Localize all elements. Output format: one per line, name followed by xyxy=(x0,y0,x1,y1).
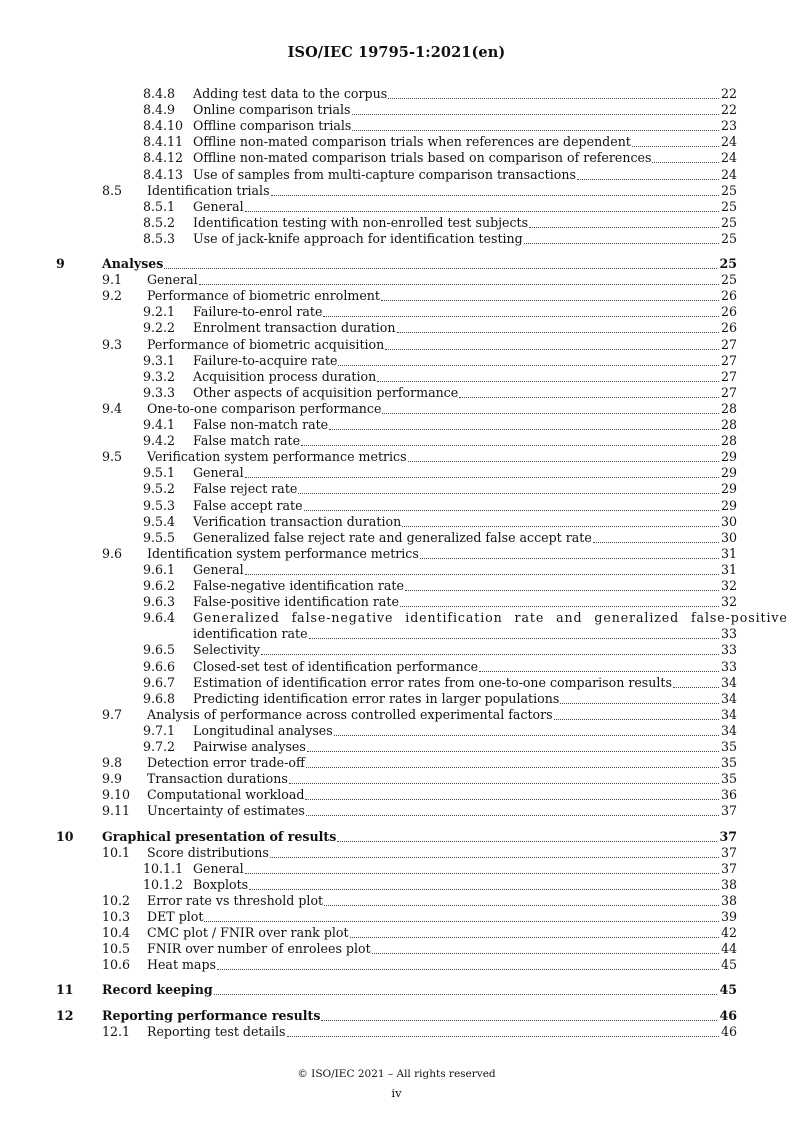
toc-dot-leader xyxy=(199,272,719,288)
toc-dot-leader xyxy=(338,353,719,369)
toc-entry-page: 46 xyxy=(719,1007,737,1023)
toc-entry-number: 12 xyxy=(56,1007,74,1023)
toc-entry-number: 9.6.3 xyxy=(143,594,176,610)
toc-entry-page: 29 xyxy=(720,481,737,497)
toc-entry-page: 38 xyxy=(720,892,737,908)
toc-dot-leader xyxy=(554,707,719,723)
toc-entry[interactable] xyxy=(0,417,793,433)
toc-dot-leader xyxy=(652,150,719,166)
toc-dot-leader xyxy=(372,941,719,957)
toc-entry-title: Offline non-mated comparison trials based on comparison of references xyxy=(193,150,652,166)
toc-entry-page: 33 xyxy=(720,642,737,658)
toc-entry-page: 45 xyxy=(720,957,737,973)
toc-entry[interactable] xyxy=(0,610,793,642)
toc-entry-number: 10.2 xyxy=(102,892,131,908)
toc-entry-number: 9.6.4 xyxy=(143,610,176,626)
toc-entry-number: 9.5.5 xyxy=(143,529,176,545)
toc-entry-page: 23 xyxy=(720,118,737,134)
toc-entry[interactable] xyxy=(0,562,793,578)
toc-dot-leader xyxy=(306,803,719,819)
toc-entry-title: Heat maps xyxy=(147,957,216,973)
toc-entry-number: 9.6.2 xyxy=(143,578,176,593)
copyright-footer: © ISO/IEC 2021 – All rights reserved xyxy=(297,1068,496,1080)
toc-entry[interactable] xyxy=(0,893,793,909)
toc-entry-page: 30 xyxy=(720,529,737,545)
toc-entry-number: 9.5.1 xyxy=(143,465,176,481)
toc-entry-number: 10.1.2 xyxy=(143,876,184,892)
toc-entry-page: 28 xyxy=(720,400,737,416)
toc-entry[interactable] xyxy=(0,957,793,973)
toc-entry[interactable] xyxy=(0,530,793,546)
toc-dot-leader xyxy=(405,578,719,594)
toc-entry[interactable] xyxy=(0,118,793,134)
toc-entry[interactable] xyxy=(0,449,793,465)
toc-entry[interactable] xyxy=(0,167,793,183)
toc-entry-page: 42 xyxy=(720,925,737,941)
toc-entry-number: 9.3.2 xyxy=(143,368,176,384)
toc-entry-number: 9.7 xyxy=(102,706,123,722)
toc-entry-number: 8.4.11 xyxy=(143,134,184,150)
toc-entry-page: 22 xyxy=(720,102,737,118)
toc-entry-page: 35 xyxy=(720,755,737,771)
toc-entry-page: 27 xyxy=(720,368,737,384)
toc-entry[interactable] xyxy=(0,385,793,401)
toc-entry-page: 45 xyxy=(719,982,737,998)
toc-dot-leader xyxy=(388,86,719,102)
toc-dot-leader xyxy=(298,481,719,497)
toc-entry-number: 8.5.3 xyxy=(143,230,176,246)
toc-entry-page: 29 xyxy=(720,449,737,465)
toc-entry[interactable] xyxy=(0,739,793,755)
toc-entry-title: Offline comparison trials xyxy=(193,118,352,134)
toc-entry-number: 11 xyxy=(56,982,74,998)
toc-entry[interactable] xyxy=(0,433,793,449)
toc-dot-leader xyxy=(307,739,719,755)
toc-entry-number: 10.4 xyxy=(102,925,131,941)
toc-dot-leader xyxy=(377,369,719,385)
toc-dot-leader xyxy=(301,433,719,449)
toc-entry[interactable] xyxy=(0,707,793,723)
toc-entry-number: 10.5 xyxy=(102,941,131,957)
toc-entry-number: 9.2 xyxy=(102,288,123,304)
toc-entry-page: 24 xyxy=(720,134,737,150)
toc-entry-page: 34 xyxy=(720,706,737,722)
toc-entry[interactable] xyxy=(0,1024,793,1040)
toc-entry[interactable] xyxy=(0,86,793,102)
toc-dot-leader xyxy=(385,337,719,353)
toc-entry-number: 8.4.10 xyxy=(143,118,184,134)
toc-entry-page: 37 xyxy=(720,803,737,819)
toc-entry[interactable] xyxy=(0,861,793,877)
toc-entry-page: 44 xyxy=(720,941,737,957)
toc-entry-number: 8.5.1 xyxy=(143,198,176,214)
toc-entry-title: Performance of biometric acquisition xyxy=(147,336,385,352)
toc-entry-title: Analyses xyxy=(102,256,164,271)
toc-dot-leader xyxy=(381,288,719,304)
toc-entry-title: Score distributions xyxy=(147,844,269,860)
toc-entry-title: Predicting identification error rates in larger populations xyxy=(193,690,560,706)
toc-entry-number: 9.7.1 xyxy=(143,722,176,738)
toc-entry-number: 10.1 xyxy=(102,844,131,860)
toc-entry-number: 10.1.1 xyxy=(143,860,184,876)
toc-entry-title: Acquisition process duration xyxy=(193,368,377,384)
toc-dot-leader xyxy=(408,449,719,465)
toc-entry-page: 37 xyxy=(719,828,737,844)
toc-entry[interactable] xyxy=(0,401,793,417)
toc-entry-title: Identification testing with non-enrolled test subjects xyxy=(193,214,529,230)
toc-entry-number: 9.3.3 xyxy=(143,384,176,400)
toc-dot-leader xyxy=(420,546,719,562)
toc-entry-title: General xyxy=(193,561,244,577)
toc-entry-number: 8.4.9 xyxy=(143,102,176,118)
toc-entry-title: Verification transaction duration xyxy=(193,513,402,529)
toc-entry[interactable] xyxy=(0,829,793,845)
toc-entry-title: False match rate xyxy=(193,433,301,449)
toc-entry-title: Selectivity xyxy=(193,642,261,658)
toc-entry[interactable] xyxy=(0,659,793,675)
toc-entry-number: 8.4.8 xyxy=(143,86,176,101)
toc-entry-page: 34 xyxy=(720,690,737,706)
toc-entry[interactable] xyxy=(0,578,793,594)
toc-entry[interactable] xyxy=(0,199,793,215)
toc-dot-leader xyxy=(306,755,719,771)
toc-dot-leader xyxy=(593,530,719,546)
toc-dot-leader xyxy=(245,861,719,877)
toc-entry-title: General xyxy=(193,465,244,481)
toc-entry[interactable] xyxy=(0,304,793,320)
toc-entry-title: Offline non-mated comparison trials when references are dependent xyxy=(193,134,631,150)
toc-entry-page: 24 xyxy=(720,166,737,182)
toc-entry[interactable] xyxy=(0,787,793,803)
toc-entry[interactable] xyxy=(0,465,793,481)
toc-entry-number: 10.6 xyxy=(102,957,131,973)
toc-entry-title: Estimation of identification error rates from one-to-one comparison results xyxy=(193,674,672,690)
toc-entry-page: 30 xyxy=(720,513,737,529)
toc-dot-leader xyxy=(529,215,719,231)
page-number: iv xyxy=(391,1086,402,1100)
toc-entry-page: 38 xyxy=(720,876,737,892)
toc-entry[interactable] xyxy=(0,771,793,787)
toc-entry-number: 10 xyxy=(56,828,74,844)
toc-entry-title: Performance of biometric enrolment xyxy=(147,288,380,304)
toc-dot-leader xyxy=(400,594,719,610)
toc-entry[interactable] xyxy=(0,369,793,385)
toc-dot-leader xyxy=(245,465,719,481)
document-header: ISO/IEC 19795-1:2021(en) xyxy=(287,44,506,61)
toc-entry-title: Generalized false-negative identification rate and generalized false-positive xyxy=(193,610,788,626)
toc-dot-leader xyxy=(334,723,719,739)
toc-entry-title: Use of jack-knife approach for identification testing xyxy=(193,230,523,246)
toc-dot-leader xyxy=(217,957,719,973)
toc-entry-page: 25 xyxy=(719,256,737,271)
toc-dot-leader xyxy=(261,642,719,658)
toc-entry-title: Boxplots xyxy=(193,876,249,892)
toc-entry-number: 8.5 xyxy=(102,182,123,198)
toc-entry-page: 27 xyxy=(720,384,737,400)
toc-entry[interactable] xyxy=(0,320,793,336)
toc-dot-leader xyxy=(214,982,717,998)
toc-entry-title: Reporting performance results xyxy=(102,1007,321,1023)
toc-entry-title: Failure-to-enrol rate xyxy=(193,304,323,320)
toc-entry[interactable] xyxy=(0,481,793,497)
toc-entry-number: 9.4.1 xyxy=(143,417,176,432)
toc-entry-title: False-negative identification rate xyxy=(193,578,404,593)
toc-entry-number: 9.2.1 xyxy=(143,304,176,320)
toc-entry[interactable] xyxy=(0,183,793,199)
toc-entry-number: 9.4.2 xyxy=(143,433,176,449)
toc-dot-leader xyxy=(352,102,719,118)
toc-entry-page: 37 xyxy=(720,844,737,860)
toc-entry-page: 25 xyxy=(720,198,737,214)
toc-entry-page: 22 xyxy=(720,86,737,101)
toc-entry[interactable] xyxy=(0,546,793,562)
toc-entry-page: 35 xyxy=(720,771,737,787)
toc-entry-number: 9.11 xyxy=(102,803,131,819)
toc-entry[interactable] xyxy=(0,514,793,530)
toc-entry-page: 26 xyxy=(720,288,737,304)
toc-entry-page: 35 xyxy=(720,739,737,754)
toc-entry-page: 28 xyxy=(720,417,737,432)
toc-entry[interactable] xyxy=(0,691,793,707)
toc-entry[interactable] xyxy=(0,982,793,998)
toc-dot-leader xyxy=(271,183,719,199)
toc-entry[interactable] xyxy=(0,941,793,957)
toc-entry-title: Enrolment transaction duration xyxy=(193,320,396,336)
toc-entry-number: 9 xyxy=(56,256,65,271)
toc-entry[interactable] xyxy=(0,909,793,925)
toc-entry-title: General xyxy=(193,198,244,214)
toc-entry-title: Uncertainty of estimates xyxy=(147,803,305,819)
toc-entry-title: Closed-set test of identification performance xyxy=(193,658,479,674)
toc-entry-number: 9.5 xyxy=(102,449,123,465)
toc-entry-page: 25 xyxy=(720,230,737,246)
toc-entry-title: General xyxy=(147,272,198,288)
toc-entry[interactable] xyxy=(0,845,793,861)
toc-entry-number: 9.6.1 xyxy=(143,561,176,577)
toc-entry-number: 9.4 xyxy=(102,400,123,416)
toc-dot-leader xyxy=(560,691,719,707)
toc-entry[interactable] xyxy=(0,498,793,514)
toc-entry[interactable] xyxy=(0,337,793,353)
toc-entry[interactable] xyxy=(0,723,793,739)
toc-dot-leader xyxy=(309,626,719,642)
toc-entry-title: Transaction durations xyxy=(147,771,288,787)
toc-entry-page: 36 xyxy=(720,787,737,803)
toc-entry-title: General xyxy=(193,860,244,876)
toc-dot-leader xyxy=(632,134,719,150)
toc-entry-number: 10.3 xyxy=(102,909,131,924)
toc-entry-number: 9.1 xyxy=(102,272,123,288)
toc-entry[interactable] xyxy=(0,877,793,893)
toc-entry-page: 24 xyxy=(720,150,737,166)
toc-entry-page: 29 xyxy=(720,497,737,513)
toc-entry-page: 25 xyxy=(720,214,737,230)
toc-dot-leader xyxy=(402,514,719,530)
toc-entry-number: 9.9 xyxy=(102,771,123,787)
toc-entry-page: 25 xyxy=(720,272,737,288)
toc-dot-leader xyxy=(289,771,719,787)
toc-entry-title: False-positive identification rate xyxy=(193,594,399,610)
toc-entry[interactable] xyxy=(0,215,793,231)
toc-entry-page: 39 xyxy=(720,909,737,924)
toc-dot-leader xyxy=(323,304,719,320)
toc-entry-title: DET plot xyxy=(147,909,204,924)
toc-entry-number: 9.6.7 xyxy=(143,674,176,690)
toc-entry-page: 33 xyxy=(720,626,737,642)
toc-dot-leader xyxy=(397,320,719,336)
toc-dot-leader xyxy=(287,1024,719,1040)
toc-dot-leader xyxy=(245,562,719,578)
toc-dot-leader xyxy=(249,877,719,893)
toc-dot-leader xyxy=(337,829,717,845)
toc-dot-leader xyxy=(524,231,719,247)
toc-entry-number: 9.2.2 xyxy=(143,320,176,336)
toc-dot-leader xyxy=(164,256,717,272)
toc-entry-title: Detection error trade-off xyxy=(147,755,305,771)
toc-entry-page: 27 xyxy=(720,336,737,352)
toc-entry-title: Computational workload xyxy=(147,787,305,803)
toc-dot-leader xyxy=(204,909,719,925)
toc-entry-number: 12.1 xyxy=(102,1023,131,1039)
toc-entry-title: Online comparison trials xyxy=(193,102,351,118)
toc-entry[interactable] xyxy=(0,150,793,166)
toc-entry[interactable] xyxy=(0,1008,793,1024)
toc-entry-number: 9.6.6 xyxy=(143,658,176,674)
toc-entry[interactable] xyxy=(0,288,793,304)
toc-dot-leader xyxy=(459,385,719,401)
toc-entry-page: 31 xyxy=(720,545,737,561)
toc-entry-page: 32 xyxy=(720,578,737,593)
toc-entry[interactable] xyxy=(0,755,793,771)
toc-entry-title: FNIR over number of enrolees plot xyxy=(147,941,371,957)
toc-dot-leader xyxy=(305,787,719,803)
toc-entry-page: 26 xyxy=(720,304,737,320)
toc-entry-title: Identification system performance metrics xyxy=(147,545,419,561)
toc-dot-leader xyxy=(479,659,719,675)
toc-entry-title: False non-match rate xyxy=(193,417,329,432)
toc-entry-title: CMC plot / FNIR over rank plot xyxy=(147,925,349,941)
toc-entry[interactable] xyxy=(0,642,793,658)
toc-entry-title: Other aspects of acquisition performance xyxy=(193,384,459,400)
toc-entry-title: Identification trials xyxy=(147,182,270,198)
toc-entry-page: 25 xyxy=(720,182,737,198)
toc-entry-title: Verification system performance metrics xyxy=(147,449,407,465)
toc-entry-number: 9.5.3 xyxy=(143,497,176,513)
toc-entry-title: Graphical presentation of results xyxy=(102,828,337,844)
toc-dot-leader xyxy=(382,401,719,417)
toc-entry-title: One-to-one comparison performance xyxy=(147,400,382,416)
toc-dot-leader xyxy=(324,893,719,909)
toc-entry-page: 27 xyxy=(720,352,737,368)
toc-entry-number: 8.4.13 xyxy=(143,166,184,182)
toc-entry[interactable] xyxy=(0,102,793,118)
toc-entry-page: 33 xyxy=(720,658,737,674)
toc-entry[interactable] xyxy=(0,353,793,369)
toc-entry-title: Record keeping xyxy=(102,982,213,998)
toc-dot-leader xyxy=(270,845,719,861)
toc-entry-title: Pairwise analyses xyxy=(193,739,306,754)
toc-entry-page: 31 xyxy=(720,561,737,577)
toc-dot-leader xyxy=(245,199,719,215)
toc-entry-title: Use of samples from multi-capture comparison transactions xyxy=(193,166,576,182)
toc-entry-number: 9.6.5 xyxy=(143,642,176,658)
toc-entry[interactable] xyxy=(0,594,793,610)
toc-entry-page: 29 xyxy=(720,465,737,481)
toc-entry-number: 9.5.4 xyxy=(143,513,176,529)
toc-entry-page: 28 xyxy=(720,433,737,449)
toc-entry-title: Adding test data to the corpus xyxy=(193,86,388,101)
toc-entry-number: 9.5.2 xyxy=(143,481,176,497)
toc-entry-title: Reporting test details xyxy=(147,1023,286,1039)
toc-entry[interactable] xyxy=(0,925,793,941)
toc-entry-number: 8.5.2 xyxy=(143,214,176,230)
toc-dot-leader xyxy=(329,417,719,433)
toc-entry-title: Error rate vs threshold plot xyxy=(147,892,324,908)
toc-entry[interactable] xyxy=(0,803,793,819)
toc-entry[interactable] xyxy=(0,272,793,288)
toc-entry[interactable] xyxy=(0,231,793,247)
toc-dot-leader xyxy=(304,498,719,514)
toc-entry-number: 8.4.12 xyxy=(143,150,184,166)
toc-entry-title: Failure-to-acquire rate xyxy=(193,352,338,368)
toc-entry-number: 9.6 xyxy=(102,545,123,561)
toc-entry-page: 32 xyxy=(720,594,737,610)
toc-entry-number: 9.3.1 xyxy=(143,352,176,368)
toc-entry-title: False accept rate xyxy=(193,497,303,513)
toc-entry-page: 46 xyxy=(720,1023,737,1039)
toc-entry-title: Generalized false reject rate and generalized false accept rate xyxy=(193,529,592,545)
toc-entry[interactable] xyxy=(0,256,793,272)
toc-entry-number: 9.3 xyxy=(102,336,123,352)
toc-entry-page: 34 xyxy=(720,674,737,690)
toc-entry-page: 34 xyxy=(720,722,737,738)
toc-entry-title: False reject rate xyxy=(193,481,298,497)
toc-dot-leader xyxy=(577,167,719,183)
toc-entry[interactable] xyxy=(0,675,793,691)
toc-dot-leader xyxy=(673,675,719,691)
toc-entry-page: 26 xyxy=(720,320,737,336)
toc-entry-number: 9.10 xyxy=(102,787,131,803)
toc-entry-number: 9.6.8 xyxy=(143,690,176,706)
toc-entry-page: 37 xyxy=(720,860,737,876)
toc-entry-number: 9.7.2 xyxy=(143,739,176,754)
toc-entry-number: 9.8 xyxy=(102,755,123,771)
toc-dot-leader xyxy=(321,1008,717,1024)
toc-entry[interactable] xyxy=(0,134,793,150)
toc-entry-title: Analysis of performance across controlled experimental factors xyxy=(147,706,553,722)
toc-dot-leader xyxy=(352,118,719,134)
toc-entry-title: Longitudinal analyses xyxy=(193,722,333,738)
toc-dot-leader xyxy=(350,925,719,941)
toc-entry-title-continued: identification rate xyxy=(193,626,308,642)
